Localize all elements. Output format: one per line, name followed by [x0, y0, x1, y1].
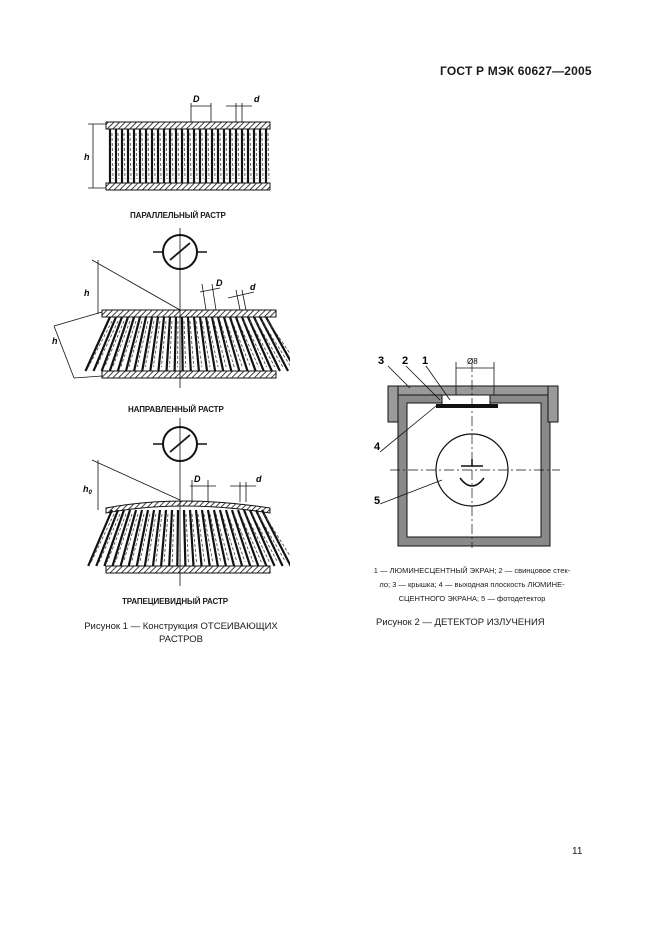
grid-lamella: [254, 317, 280, 371]
focused-grid-label: НАПРАВЛЕННЫЙ РАСТР: [128, 405, 224, 414]
dim-d-label: d: [250, 282, 256, 292]
grid-lamella: [220, 510, 234, 566]
legend-line-2: ло; 3 — крышка; 4 — выходная плоскость ЛЮМИНЕ-: [379, 580, 565, 589]
dim-h-label: h: [84, 152, 90, 162]
figure-2-detector-drawing: [370, 348, 570, 558]
grid-interspace-hatch: [186, 514, 188, 562]
legend-line-3: СЦЕНТНОГО ЭКРАНА; 5 — фотодетектор: [398, 594, 546, 603]
grid-interspace-hatch: [160, 133, 161, 179]
grid-interspace-hatch: [202, 133, 203, 179]
trapezoid-grid-label: ТРАПЕЦИЕВИДНЫЙ РАСТР: [122, 597, 229, 606]
grid-interspace-hatch: [130, 133, 131, 179]
parallel-grid-diagram: [84, 94, 270, 190]
grid-lamella: [169, 510, 172, 566]
figure-1-caption-line2: РАСТРОВ: [158, 634, 204, 645]
figure-1-drawings: [40, 88, 290, 588]
grid-interspace-hatch: [208, 133, 209, 179]
dim-h0-label: [83, 484, 93, 496]
grid-interspace-hatch: [190, 133, 191, 179]
legend-line-1: 1 — ЛЮМИНЕСЦЕНТНЫЙ ЭКРАН; 2 — свинцовое стек-: [373, 566, 571, 575]
dim-D-label: D: [194, 474, 201, 484]
dim-D-label: D: [193, 94, 200, 104]
grid-lamella: [153, 510, 160, 566]
grid-interspace-hatch: [154, 133, 155, 179]
grid-lamella: [184, 510, 185, 566]
grid-interspace-hatch: [238, 133, 239, 179]
grid-lamella: [256, 510, 283, 566]
callout-4: 4: [374, 441, 381, 453]
grid-interspace-hatch: [250, 133, 251, 179]
dim-h0-main: h: [83, 484, 89, 494]
grid-lamella: [218, 317, 231, 371]
document-header: ГОСТ Р МЭК 60627—2005: [440, 64, 592, 78]
grid-lamella: [177, 510, 178, 566]
grid-interspace-hatch: [166, 133, 167, 179]
dim-h0-subscript: 0: [88, 490, 92, 496]
grid-lamella: [126, 317, 140, 371]
figure-1-caption-line1: Рисунок 1 — Конструкция ОТСЕИВАЮЩИХ: [84, 621, 278, 632]
grid-interspace-hatch: [91, 514, 114, 562]
figure-1-caption: [68, 620, 294, 646]
parallel-grid-label: ПАРАЛЛЕЛЬНЫЙ РАСТР: [130, 211, 226, 220]
grid-interspace-hatch: [172, 133, 173, 179]
dim-D-label: D: [216, 278, 223, 288]
grid-interspace-hatch: [220, 133, 221, 179]
callout-2: 2: [402, 355, 409, 367]
figure-2-caption: Рисунок 2 — ДЕТЕКТОР ИЗЛУЧЕНИЯ: [376, 617, 545, 628]
grid-lamella: [196, 510, 202, 566]
grid-lamella: [190, 510, 194, 566]
callout-5: 5: [374, 495, 381, 507]
grid-interspace-hatch: [244, 133, 245, 179]
grid-interspace-hatch: [142, 133, 143, 179]
grid-lamella: [262, 510, 290, 566]
grid-interspace-hatch: [118, 133, 119, 179]
figure-2-legend: [360, 564, 584, 606]
diameter-label: Ø8: [467, 357, 478, 366]
grid-interspace-hatch: [136, 133, 137, 179]
grid-interspace-hatch: [262, 133, 263, 179]
grid-interspace-hatch: [148, 133, 149, 179]
grid-lamella: [194, 317, 199, 371]
grid-interspace-hatch: [184, 321, 186, 367]
dim-d-label: d: [256, 474, 262, 484]
callout-1: 1: [422, 355, 429, 367]
grid-lamella: [161, 510, 166, 566]
grid-interspace-hatch: [184, 133, 185, 179]
grid-lamella: [188, 317, 191, 371]
grid-interspace-hatch: [268, 133, 269, 179]
grid-interspace-hatch: [178, 133, 179, 179]
grid-interspace-hatch: [214, 133, 215, 179]
grid-interspace-hatch: [226, 133, 227, 179]
grid-interspace-hatch: [256, 133, 257, 179]
callout-3: 3: [378, 355, 385, 367]
grid-lamella: [182, 317, 183, 371]
dim-d-label: d: [254, 94, 260, 104]
dim-h2-label: h: [52, 336, 58, 346]
focused-grid-diagram: [52, 228, 290, 388]
grid-interspace-hatch: [196, 133, 197, 179]
dim-h-label: h: [84, 288, 90, 298]
grid-lamella: [175, 317, 176, 371]
grid-lamella: [158, 317, 164, 371]
grid-interspace-hatch: [124, 133, 125, 179]
trapezoid-grid-diagram: [83, 418, 290, 586]
grid-interspace-hatch: [112, 133, 113, 179]
page-number: 11: [572, 846, 583, 857]
grid-interspace-hatch: [232, 133, 233, 179]
